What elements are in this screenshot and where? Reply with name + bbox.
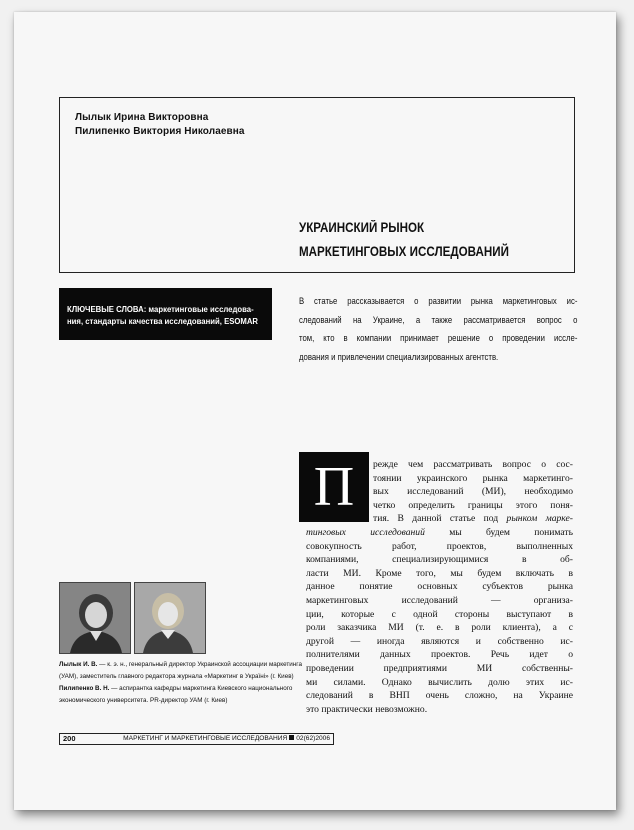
author-photo-pilipenko bbox=[134, 582, 206, 654]
body-italic: рынком марке- bbox=[506, 513, 574, 525]
body-line: это практически невозможно. bbox=[306, 703, 428, 715]
body-line: полнителями данных проектов. Речь идет о bbox=[306, 649, 573, 661]
article-title bbox=[299, 216, 509, 264]
journal-page bbox=[14, 12, 616, 810]
author-list bbox=[75, 111, 245, 139]
body-line bbox=[373, 512, 573, 526]
author-name: Пилипенко Виктория Николаевна bbox=[75, 126, 245, 137]
body-italic: тинговых исследований bbox=[306, 526, 425, 538]
abstract bbox=[299, 292, 579, 366]
body-line bbox=[306, 526, 573, 540]
page-footer bbox=[59, 733, 334, 745]
body-fragment: тия. В данной статье под bbox=[373, 513, 507, 525]
body-line: ласти МИ. Кроме того, мы будем включать в bbox=[306, 567, 573, 579]
abstract-line: дования и привлечении специализированных агентств. bbox=[299, 351, 499, 362]
drop-cap: П bbox=[299, 452, 369, 522]
body-line: ми силами. Однако вычислить долю этих ис- bbox=[306, 676, 573, 688]
square-separator-icon bbox=[289, 735, 294, 740]
author-bios bbox=[59, 659, 321, 707]
bio-name: Лылык И. В. bbox=[59, 661, 98, 668]
author-name: Лылык Ирина Викторовна bbox=[75, 112, 209, 123]
abstract-line: том, кто в компании принимает решение о проведении иссле- bbox=[299, 333, 578, 343]
body-line: данное понятие основных субъектов рынка bbox=[306, 581, 573, 593]
bio-line: экономического университета. PR-директор УАМ (г. Киев) bbox=[59, 697, 228, 704]
body-line: ции, которые с одной стороны выступают в bbox=[306, 608, 573, 620]
journal-issue: 02(62)2006 bbox=[296, 735, 330, 742]
title-line: МАРКЕТИНГОВЫХ ИССЛЕДОВАНИЙ bbox=[299, 244, 509, 259]
keywords-box bbox=[59, 288, 272, 340]
body-line: совокупность работ, проектов, выполненных bbox=[306, 540, 573, 552]
keywords-line: ния, стандарты качества исследований, ESOMAR bbox=[67, 316, 259, 326]
bio-line bbox=[59, 659, 321, 671]
author-photo-lylyk bbox=[59, 582, 131, 654]
body-line: другой — иногда являются и собственно ис- bbox=[306, 635, 573, 647]
body-line: маркетинговых исследований — организа- bbox=[306, 594, 573, 606]
title-line: УКРАИНСКИЙ РЫНОК bbox=[299, 220, 425, 235]
journal-name: МАРКЕТИНГ И МАРКЕТИНГОВЫЕ ИССЛЕДОВАНИЯ bbox=[123, 735, 288, 742]
body-line: следований в ВНП очень сложно, на Украине bbox=[306, 690, 573, 702]
body-line: роли заказчика МИ (т. е. в роли клиента), а с bbox=[306, 622, 573, 634]
portrait-image bbox=[135, 583, 205, 653]
bio-name: Пилипенко В. Н. bbox=[59, 685, 110, 692]
body-line: тоянии украинского рынка маркетинго- bbox=[373, 472, 573, 484]
abstract-line: В статье рассказывается о развитии рынка маркетинговых ис- bbox=[299, 296, 578, 306]
article-header bbox=[59, 97, 575, 273]
bio-text: — аспирантка кафедры маркетинга Киевского национального bbox=[109, 685, 293, 692]
bio-text: — к. э. н., генеральный директор Украинской ассоциации маркетинга bbox=[97, 661, 302, 668]
abstract-line: следований на Украине, а также рассматривается вопрос о bbox=[299, 314, 578, 325]
body-line: четко определить границы этого поня- bbox=[373, 499, 573, 511]
body-line: вых исследований (МИ), необходимо bbox=[373, 486, 573, 498]
body-line: режде чем рассматривать вопрос о сос- bbox=[373, 459, 573, 470]
body-line: компаниями, специализирующимися в об- bbox=[306, 554, 573, 566]
bio-line: (УАМ), заместитель главного редактора журнала «Маркетинг в Україні» (г. Киев) bbox=[59, 673, 294, 680]
page-number: 200 bbox=[63, 734, 76, 743]
body-line: проведении предприятиями МИ собственны- bbox=[306, 662, 573, 674]
bio-line bbox=[59, 683, 321, 695]
journal-info bbox=[123, 734, 330, 744]
article-body bbox=[306, 458, 574, 716]
portrait-image bbox=[60, 583, 130, 653]
body-fragment: мы будем понимать bbox=[424, 526, 574, 538]
keywords-line: КЛЮЧЕВЫЕ СЛОВА: маркетинговые исследова- bbox=[67, 304, 254, 314]
